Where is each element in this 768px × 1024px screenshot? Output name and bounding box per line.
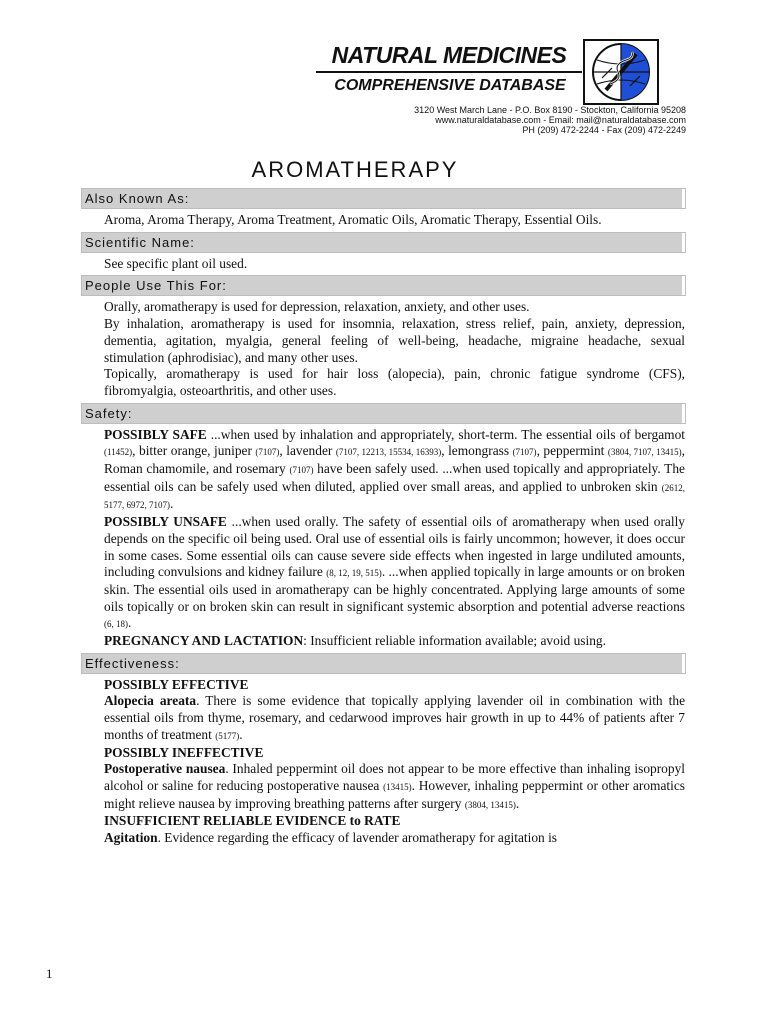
possibly-effective-heading (104, 677, 685, 694)
reference: (5177) (215, 730, 240, 741)
contact-address: 3120 West March Lane - P.O. Box 8190 - Stockton, California 95208 (414, 105, 686, 115)
reference: (7107) (255, 447, 280, 458)
section-body-people-use (82, 299, 685, 399)
section-header-effectiveness: Effectiveness: (82, 654, 685, 673)
text-run: ...when used by inhalation and appropriately, short-term. The essential oils of bergamot (206, 426, 685, 442)
safety-possibly-unsafe (104, 514, 685, 633)
effectiveness-nausea (104, 761, 685, 813)
agitation-label: Agitation (104, 830, 158, 846)
section-header-also-known-as: Also Known As: (82, 189, 685, 208)
text-run: . (239, 726, 243, 742)
text-run: , lemongrass (441, 443, 513, 459)
bold-label: INSUFFICIENT RELIABLE EVIDENCE to RATE (104, 813, 401, 829)
effectiveness-agitation (104, 830, 685, 847)
nausea-label: Postoperative nausea (104, 761, 226, 777)
text-run: , peppermint (536, 443, 608, 459)
insufficient-evidence-heading (104, 813, 685, 830)
text-run: , Roman chamomile, and rosemary (104, 443, 685, 477)
reference: (7107) (512, 447, 537, 458)
reference: (6, 18) (104, 619, 128, 630)
section-header-people-use: People Use This For: (82, 276, 685, 295)
brand-subtitle: COMPREHENSIVE DATABASE (334, 77, 566, 94)
text-run: . Inhaled peppermint oil does not appear to be more effective than inhaling isopropyl alcohol or saline for reducing postoperative nausea (104, 761, 685, 793)
text-run: , lavender (279, 443, 336, 459)
text-run: . (128, 615, 132, 631)
text-run: ...when used orally. The safety of essential oils of aromatherapy when used orally depends on the specific oil being used. Oral use of essential oils is fairly uncommon; however, it does occur in some cases. Some essential oils can cause severe side effects when ingested in large undiluted amounts, including convulsions and kidney failure (104, 514, 685, 580)
text-run: . There is some evidence that topically applying lavender oil in combination with the essential oils from thyme, rosemary, and cedarwood improves hair growth in up to 44% of patients after 7 months of treatment (104, 693, 686, 742)
reference: (8, 12, 19, 515) (326, 568, 382, 579)
safety-pregnancy-lactation (104, 633, 685, 650)
reference: (3804, 7107, 13415) (607, 447, 682, 458)
contact-web-email: www.naturaldatabase.com - Email: mail@naturaldatabase.com (435, 115, 686, 125)
globe-caduceus-logo-icon (582, 38, 660, 106)
brand-rule (316, 71, 582, 73)
people-use-topical: Topically, aromatherapy is used for hair loss (alopecia), pain, chronic fatigue syndrome (CFS), fibromyalgia, osteoarthritis, and other uses. (104, 366, 685, 398)
reference: (7107, 12213, 15534, 16393) (335, 447, 442, 458)
possibly-safe-label: POSSIBLY SAFE (104, 426, 207, 442)
possibly-unsafe-label: POSSIBLY UNSAFE (104, 514, 227, 530)
monograph-content (82, 189, 685, 851)
people-use-inhalation: By inhalation, aromatherapy is used for insomnia, relaxation, stress relief, pain, anxiety, depression, dementia, agitation, myalgia, general feeling of well-being, headache, migraine headache, sexual stimulation (aphrodisiac), and many other uses. (104, 316, 685, 365)
text-run: . (515, 795, 520, 811)
contact-phone-fax: PH (209) 472-2244 - Fax (209) 472-2249 (522, 125, 686, 135)
text-run: . ...when applied topically in large amounts or on broken skin. The essential oils used in aromatherapy can be highly concentrated. Applying large amounts of some oils topically or on broken skin can result in significant systemic absorption and potential adverse reactions (104, 564, 685, 614)
alopecia-label: Alopecia areata (104, 693, 197, 709)
text-run: . However, inhaling peppermint or other aromatics might relieve nausea by improving breathing patterns after surgery (104, 777, 685, 811)
reference: (11452) (104, 447, 133, 458)
reference: (7107) (289, 465, 314, 476)
page-number: 1 (46, 966, 53, 981)
scientific-name-text: See specific plant oil used. (104, 255, 248, 271)
safety-possibly-safe (104, 427, 685, 515)
text-run: . Evidence regarding the efficacy of lavender aromatherapy for agitation is (157, 830, 558, 846)
effectiveness-alopecia (104, 693, 685, 744)
section-body-scientific-name (82, 256, 685, 273)
bold-label: POSSIBLY INEFFECTIVE (104, 744, 264, 760)
text-run: . (170, 496, 174, 512)
possibly-ineffective-heading (104, 745, 685, 762)
also-known-as-text: Aroma, Aroma Therapy, Aroma Treatment, Aromatic Oils, Aromatic Therapy, Essential Oils. (104, 212, 602, 227)
bold-label: POSSIBLY EFFECTIVE (104, 676, 249, 692)
people-use-oral: Orally, aromatherapy is used for depression, relaxation, anxiety, and other uses. (104, 299, 530, 315)
pregnancy-lactation-label: PREGNANCY AND LACTATION (104, 633, 304, 649)
brand-title: NATURAL MEDICINES (331, 42, 567, 68)
section-header-scientific-name: Scientific Name: (82, 233, 685, 252)
reference: (13415) (383, 781, 412, 792)
section-body-also-known-as (82, 212, 685, 229)
contact-block (414, 105, 686, 135)
text-run: : Insufficient reliable information available; avoid using. (303, 633, 606, 649)
text-run: have been safely used. ...when used topically and appropriately. The essential oils can be safely used when diluted, applied over small areas, and applied to unbroken skin (104, 461, 685, 494)
reference: (2612, 5177, 6972, 7107) (104, 482, 685, 511)
reference: (3804, 13415) (464, 799, 516, 810)
document-title: AROMATHERAPY (251, 157, 459, 182)
text-run: , bitter orange, juniper (132, 443, 256, 459)
section-body-effectiveness (82, 677, 685, 847)
section-body-safety (82, 427, 685, 650)
section-header-safety: Safety: (82, 404, 685, 423)
